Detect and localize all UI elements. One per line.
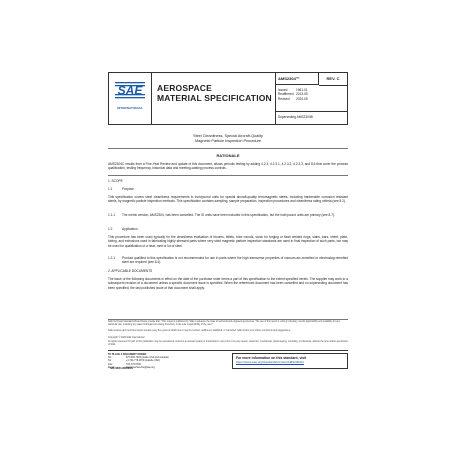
order-label: TO PLACE A DOCUMENT ORDER: (108, 353, 147, 356)
logo-text: SAE (117, 83, 143, 98)
title-line-1: AEROSPACE (157, 83, 213, 93)
document-subtitle (108, 134, 348, 144)
footer-order-box (108, 350, 348, 371)
document-header (108, 72, 348, 125)
section-2-text: The issue of the following documents in effect on the date of the purchase order forms a part of this specification to the extent specified herein. The supplier may work to a subsequent revision of a document unless a specific document issue is specified. When the referenced document has been cancelled and no superseding document has been specified, the last published issue of that document shall apply. (108, 277, 348, 290)
section-1-1-text: This specification covers steel cleanliness requirements in inch/pound units for special aircraft-quality ferromagnetic steels, including hardenable corrosion resistant steels, by magnetic particle inspection methods. This specification contains sampling, sample preparation, inspection procedures and cleanliness rating criteria (see 8.2). (108, 195, 348, 204)
date-row: Reaffirmed 2013-05 (278, 92, 308, 97)
footer-copyright: Copyright © 2020 SAE International (108, 337, 145, 339)
title-cell (151, 73, 276, 124)
subtitle-line-1: Steel Cleanliness, Special Aircraft-Quality (193, 134, 263, 138)
rationale-heading: RATIONALE (216, 153, 240, 158)
logo-subtitle: INTERNATIONAL (117, 106, 143, 110)
info-box (232, 353, 348, 369)
date-row: Revised 2020-05 (278, 96, 308, 101)
sae-logo-icon (115, 79, 145, 101)
section-1-1-heading: 1.1 Purpose (108, 187, 134, 191)
dates-block (278, 88, 308, 101)
order-row: Fax: 724-776-0790 (108, 362, 141, 366)
order-row: Tel: 877-606-7323 (inside USA and Canada) (108, 356, 169, 360)
subtitle-line-2: Magnetic Particle Inspection Procedure (194, 139, 262, 143)
section-1-2-text: This procedure has been used typically for the cleanliness evaluation of blooms, billets, tube rounds, stock for forging or flash welded rings, slabs, bars, sheet, plate, tubing, and extrusions used in fabricating highly stressed parts where very strict magnetic particle inspection standards are used in final inspection of such parts, but may be used for qualification of a heat, melt or lot of steel. (108, 235, 348, 248)
section-1-1-1-text: The metric version, AMS2304, has been cancelled. The SI units have been included in this specification, but the inch/pound units are primary (see 8.7). (122, 213, 335, 217)
logo-cell (109, 73, 152, 124)
order-row: Email: CustomerService@sae.org (108, 365, 155, 369)
order-info (108, 353, 169, 369)
info-line-1: For more information on this standard, visit (236, 356, 307, 360)
standard-link[interactable]: https://www.sae.org/standards/content/AMS2304C/ (236, 360, 304, 365)
section-1-1-1-num: 1.1.1 (108, 213, 116, 217)
section-1-2-1-num: 1.2.1 (108, 256, 116, 260)
section-1-2-1-text: Product qualified to this specification is not recommended for use in parts where the high transverse properties of vacuum-arc-remelted or electroslag remelted steel are required (see 8.4). (122, 256, 348, 265)
section-1-2-heading: 1.2 Application (108, 227, 138, 231)
divider (108, 148, 348, 149)
footer-notice-1: SAE Technical Standards Board Rules provide that: "This report is published by SAE to advance the state of technical and engineering sciences. The use of this report is entirely voluntary, and its applicability and suitability for any particular use, including any patent infringement arising therefrom, is the sole responsibility of the user." (108, 321, 341, 326)
revision-label: REV. C (319, 73, 347, 86)
document-page (108, 72, 348, 370)
section-2-heading: 2. APPLICABLE DOCUMENTS (108, 269, 153, 273)
divider (108, 175, 348, 176)
footer-notice-2: SAE reviews each technical report at least every five years at which time it may be revised, reaffirmed, stabilized, or cancelled. SAE invites your written comments and suggestions. (108, 330, 291, 332)
order-row: Tel: +1 724-776-4970 (outside USA) (108, 359, 160, 363)
superseding-note: Superseding AMS2304B (275, 111, 347, 119)
document-number: AMS2304™ (275, 73, 319, 85)
web-address-label: SAE WEB ADDRESS: (110, 368, 134, 370)
section-1-heading: 1. SCOPE (108, 179, 123, 183)
meta-cell (275, 73, 347, 124)
rationale-text: AMS2304C results from a Five-Year Review and update of this document, allows periodic testing by adding 4.2.3, 4.2.3.1, 4.2.3.2, 4.2.3.3, and 8.6 that cover the process qualification, testing frequency, historical data and meeting-casting process controls. (108, 162, 348, 171)
title-line-2: MATERIAL SPECIFICATION (157, 93, 272, 103)
date-row: Issued 1961-01 (278, 88, 308, 92)
divider (108, 319, 348, 320)
footer-rights: All rights reserved. No part of this publication may be reproduced, stored in a retrieval system or transmitted, in any form or by any means, electronic, mechanical, photocopying, recording, or otherwise, without the prior written permission of SAE. (108, 341, 349, 346)
